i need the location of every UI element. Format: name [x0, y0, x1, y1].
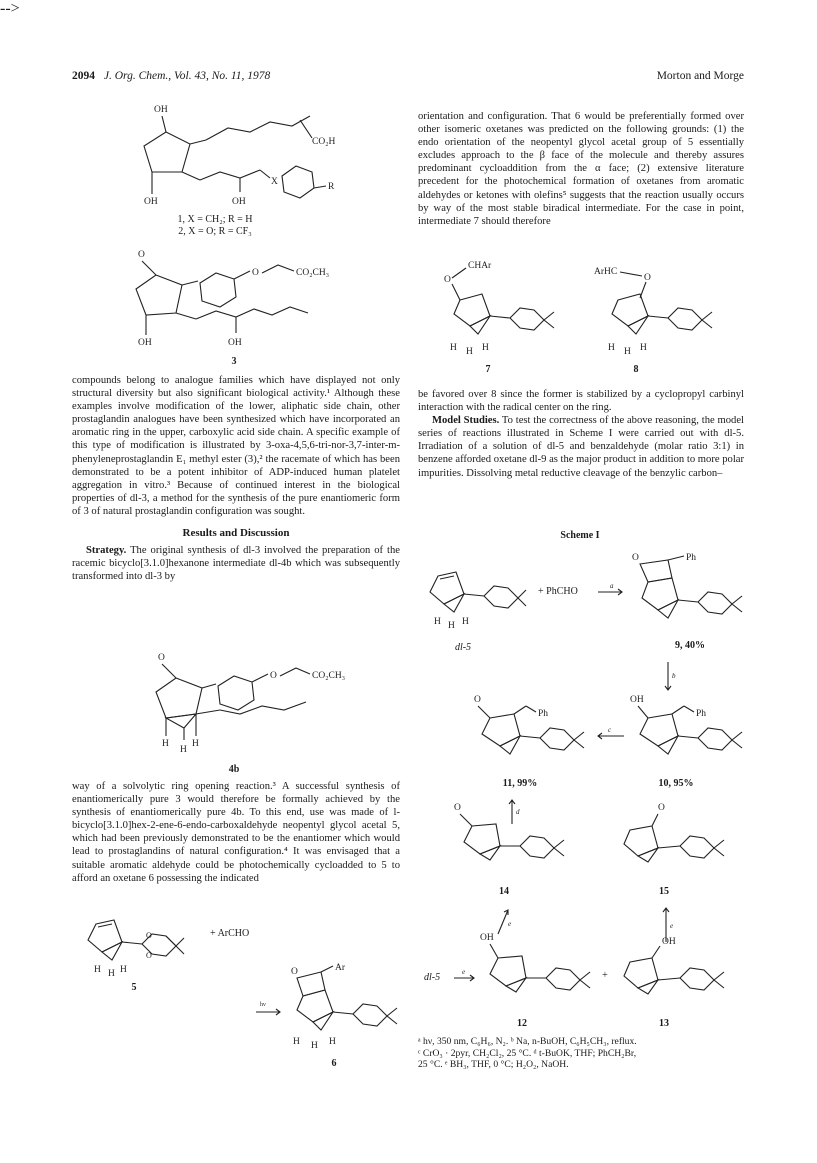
svg-text:OH: OH	[144, 197, 158, 207]
svg-text:O: O	[454, 803, 461, 813]
structure-6-label: 6	[331, 1058, 337, 1069]
svg-text:OH: OH	[480, 933, 494, 943]
svg-text:H: H	[608, 343, 615, 353]
structure-4b	[150, 648, 370, 760]
structure-3-label: 3	[231, 356, 237, 367]
svg-text:e: e	[670, 922, 674, 930]
page-number: 2094	[72, 70, 95, 82]
svg-text:Ar: Ar	[335, 963, 346, 973]
left-column-top	[72, 374, 400, 583]
model-text: To test the correctness of the above reasoning, the model series of reactions illustrated in Scheme I were carried out with dl-5. Irradiation of a solution of dl-5 and benzaldehyde (molar ratio 3:1) in benzene afforded oxetane dl-9 as the major product in addition to more polar impurities. Dissolving metal reductive cleavage of the benzylic carbon–	[418, 415, 744, 479]
svg-text:H: H	[329, 1037, 336, 1047]
svg-text:a: a	[610, 582, 614, 590]
svg-text:d: d	[516, 808, 520, 816]
structure-7	[440, 260, 570, 360]
svg-text:H: H	[180, 745, 187, 755]
svg-text:Ph: Ph	[686, 553, 697, 563]
scheme-footnote	[418, 1036, 748, 1071]
compound-15-label: 15	[659, 886, 669, 897]
compound-12-label: 12	[517, 1018, 527, 1029]
structure-4b-label: 4b	[228, 764, 240, 775]
phcho-reagent: + PhCHO	[538, 586, 578, 597]
structure-6	[285, 960, 415, 1050]
svg-text:OH: OH	[138, 338, 152, 348]
structure-1-2-label-a: 1, X = CH₂; R = H	[177, 214, 253, 225]
paragraph-orientation: orientation and configuration. That 6 would be preferentially formed over other isomeric oxetanes was predicted on the following grounds: (1) the endo orientation of the neopentyl glycol acetal group of 5 essentially excludes approach to the β face of the molecule and thereby assures predominant cycloaddition from the α face; (2) extensive literature precedent for the photochemical formation of oxetanes from aromatic aldehydes or ketones with olefins⁵ suggests that the reaction usually occurs by way of the most stable biradical intermediate. For the case in point, intermediate 7 should therefore	[418, 111, 744, 227]
compound-13-label: 13	[659, 1018, 669, 1029]
compound-11	[468, 690, 598, 776]
svg-text:H: H	[640, 343, 647, 353]
svg-text:H: H	[434, 617, 441, 627]
svg-text:O: O	[252, 268, 259, 278]
svg-text:OH: OH	[232, 197, 246, 207]
footnote-line-2: ᶜ CrO₃ · 2pyr, CH₂Cl₂, 25 °C. ᵈ t-BuOK, THF; PhCH₂Br,	[418, 1047, 637, 1059]
svg-text:b: b	[672, 672, 676, 680]
compound-14	[450, 798, 580, 874]
svg-text:e: e	[462, 968, 466, 976]
scheme-dl5-bottom: dl-5	[424, 972, 441, 983]
structure-8-label: 8	[633, 364, 639, 375]
svg-text:c: c	[608, 726, 612, 734]
compound-12	[476, 928, 606, 1010]
svg-text:O: O	[644, 273, 651, 283]
svg-text:O: O	[474, 695, 481, 705]
journal-citation: J. Org. Chem., Vol. 43, No. 11, 1978	[103, 70, 271, 82]
paragraph-favored: be favored over 8 since the former is stabilized by a cyclopropyl carbinyl interaction with the radical center on the ring.	[418, 389, 744, 414]
scheme-dl5-label: dl-5	[454, 642, 472, 653]
svg-text:e: e	[508, 920, 512, 928]
svg-text:H: H	[448, 621, 455, 631]
compound-10	[626, 690, 756, 776]
svg-text:R: R	[328, 182, 335, 192]
plus-sign: +	[602, 970, 608, 981]
running-authors: Morton and Morge	[656, 70, 744, 82]
svg-text:CO₂CH₃: CO₂CH₃	[312, 671, 346, 681]
svg-text:CHAr: CHAr	[468, 261, 492, 271]
svg-text:H: H	[450, 343, 457, 353]
svg-text:Ph: Ph	[696, 709, 707, 719]
svg-text:O: O	[270, 671, 277, 681]
svg-text:OH: OH	[662, 937, 676, 947]
model-lead: Model Studies.	[432, 415, 500, 427]
compound-13	[618, 930, 748, 1010]
structure-1-2	[130, 100, 370, 220]
svg-text:CO₂H: CO₂H	[312, 137, 336, 147]
svg-text:H: H	[311, 1041, 318, 1051]
arrow-a	[596, 582, 626, 598]
svg-text:ArHC: ArHC	[594, 267, 618, 277]
svg-text:O: O	[291, 967, 298, 977]
left-column-bottom	[72, 780, 400, 885]
svg-text:O: O	[138, 250, 145, 260]
paragraph-intro: compounds belong to analogue families which have displayed not only structural diversity but also significant biological activity.¹ Although these examples involve modification of the lower, aliphatic side chain, other prostaglandin analogues have been synthesized which have incorporated an aromatic ring in the upper, carboxylic acid side chain. A specific example of this type of modification is illustrated by 3-oxa-4,5,6-tri-nor-3,7-inter-m-phenyleneprostaglandin E₁ methyl ester (3),² the racemate of which has been demonstrated to be a potent inhibitor of ADP-induced human platelet aggregation in vitro.³ Because of continued interest in the biological properties of dl-3, a method for the synthesis of the pure enantiomeric form of 3 of natural prostaglandin configuration was sought.	[72, 375, 400, 517]
svg-text:O: O	[146, 951, 152, 960]
svg-text:Ph: Ph	[538, 709, 549, 719]
structure-5	[80, 916, 210, 980]
svg-text:O: O	[158, 653, 165, 663]
svg-text:H: H	[462, 617, 469, 627]
scheme-dl5	[424, 568, 544, 640]
svg-text:hν: hν	[260, 1002, 266, 1008]
strategy-lead: Strategy.	[86, 545, 127, 557]
paragraph-strategy	[72, 544, 400, 583]
structure-1-2-label-b: 2, X = O; R = CF₃	[178, 226, 252, 237]
compound-15	[618, 798, 748, 874]
svg-text:O: O	[632, 553, 639, 563]
svg-text:CO₂CH₃: CO₂CH₃	[296, 268, 330, 278]
right-column-top	[418, 110, 744, 228]
svg-text:H: H	[94, 965, 101, 975]
svg-text:H: H	[482, 343, 489, 353]
arrow-e-bottom	[452, 968, 478, 984]
svg-text:H: H	[293, 1037, 300, 1047]
reaction-arrow-hv	[254, 1000, 284, 1020]
svg-text:O: O	[146, 931, 152, 940]
running-header	[72, 70, 744, 82]
svg-text:H: H	[108, 969, 115, 979]
strategy-text: The original synthesis of dl-3 involved the preparation of the racemic bicyclo[3.1.0]hexanone intermediate dl-4b which was subsequently transformed into dl-3 by	[72, 545, 400, 583]
svg-text:O: O	[658, 803, 665, 813]
footnote-line-1: ᵃ hν, 350 nm, C₆H₆, N₂. ᵇ Na, n-BuOH, C₆H₅CH₃, reflux.	[418, 1036, 637, 1047]
compound-9-label: 9, 40%	[675, 640, 705, 651]
footnote-line-3: 25 °C. ᵉ BH₃, THF, 0 °C; H₂O₂, NaOH.	[418, 1059, 569, 1070]
arrow-b	[660, 660, 680, 694]
svg-text:H: H	[624, 347, 631, 357]
svg-text:H: H	[192, 739, 199, 749]
svg-text:OH: OH	[630, 695, 644, 705]
compound-11-label: 11, 99%	[502, 778, 538, 789]
svg-text:OH: OH	[154, 105, 168, 115]
svg-text:H: H	[162, 739, 169, 749]
structure-5-label: 5	[131, 982, 137, 993]
right-column-middle	[418, 388, 744, 480]
arrow-c-left	[594, 724, 628, 744]
paragraph-model	[418, 414, 744, 479]
compound-14-label: 14	[499, 886, 509, 897]
paragraph-synthesis: way of a solvolytic ring opening reaction.³ A successful synthesis of enantiomerically pure 3 would therefore be formally achieved by the synthesis of enantiomerically pure 4b. To this end, use was made of l-bicyclo[3.1.0]hex-2-ene-6-endo-carboxaldehyde neopentyl glycol acetal 5, which had been previously demonstrated to be the enantiomer which would lead to prostaglandins of natural configuration.⁴ It was envisaged that a suitable aromatic aldehyde could be photochemically cycloadded to 5 to afford an oxetane 6 possessing the indicated	[72, 781, 400, 884]
svg-text:O: O	[444, 275, 451, 285]
svg-text:H: H	[466, 347, 473, 357]
structure-3	[130, 245, 370, 355]
compound-9	[628, 548, 748, 638]
section-heading: Results and Discussion	[182, 527, 290, 540]
svg-text:OH: OH	[228, 338, 242, 348]
svg-text:X: X	[271, 177, 278, 187]
compound-10-label: 10, 95%	[658, 778, 694, 789]
scheme-title: Scheme I	[560, 530, 600, 541]
structure-8	[590, 260, 730, 360]
structure-7-label: 7	[485, 364, 491, 375]
svg-text:H: H	[120, 965, 127, 975]
archo-reagent: + ArCHO	[210, 928, 250, 939]
